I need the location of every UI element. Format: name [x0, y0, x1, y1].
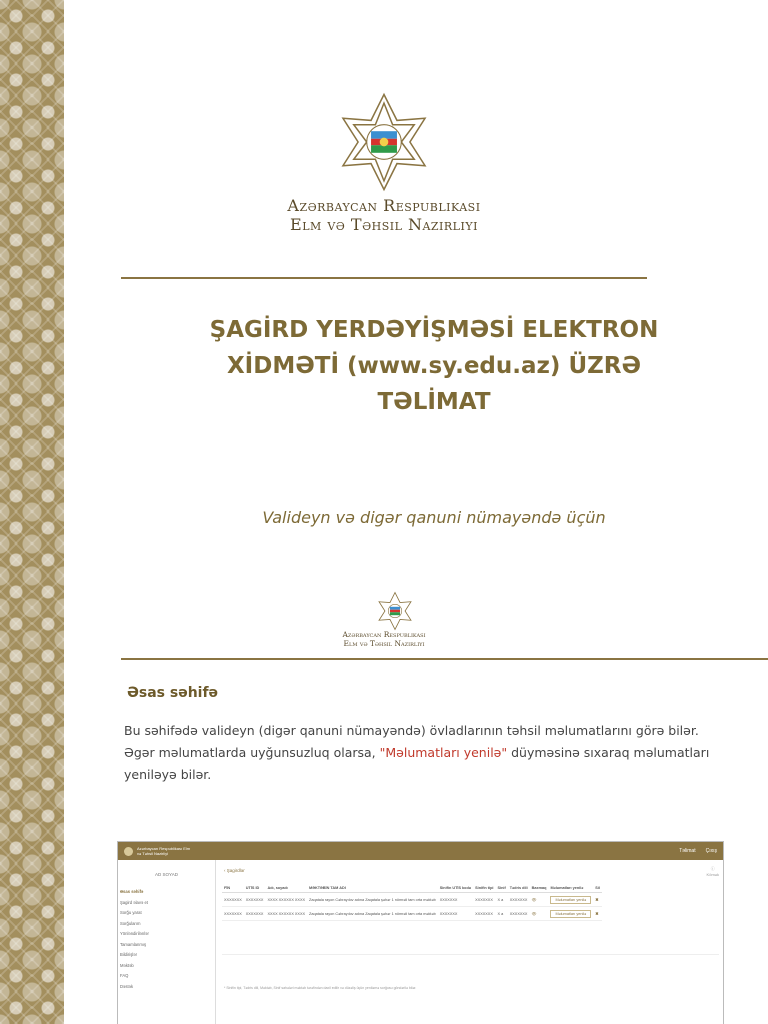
- sidebar-item-add-student[interactable]: Şagird əlavə et: [120, 899, 148, 905]
- title-line-1: ŞAGİRD YERDƏYİŞMƏSİ ELEKTRON: [209, 317, 659, 343]
- ornament-border: [0, 0, 64, 576]
- cell-school: Zaqatala rayon Cəbrayılov adına Zaqatala şəhər 1 nömrəli tam orta məktəb: [307, 907, 438, 921]
- cell-class: X a: [495, 893, 507, 907]
- col-class-type: Sinifin tipi: [473, 884, 495, 893]
- cell-class-code: XXXXXXX: [438, 907, 473, 921]
- divider: [222, 954, 719, 955]
- ministry-line-1: Azərbaycan Respublikası: [342, 630, 426, 639]
- cell-utis-id: XXXXXXX: [244, 893, 266, 907]
- col-utis-id: UTİS ID: [244, 884, 266, 893]
- divider: [121, 658, 768, 660]
- content-slide: [0, 576, 768, 1024]
- state-emblem-icon: [374, 590, 416, 632]
- col-fin: FİN: [222, 884, 244, 893]
- body-text-end: düyməsinə sıxaraq məlumatları yeniləyə bilər.: [124, 745, 710, 782]
- guide-link[interactable]: Təlimat: [679, 848, 696, 854]
- delete-icon[interactable]: ✖: [593, 907, 602, 921]
- sidebar-item-completed[interactable]: Tamamlanmış: [120, 941, 147, 947]
- sidebar-item-faq[interactable]: FAQ: [120, 973, 129, 978]
- cell-class-type: XXXXXXX: [473, 893, 495, 907]
- sidebar-item-support[interactable]: Dəstək: [120, 983, 134, 989]
- ornament-border: [0, 576, 64, 1024]
- body-text-start: Bu səhifədə valideyn (digər qanuni nümayəndə) övladlarının təhsil məlumatlarını görə bilər. Əgər məlumatlarda uyğunsuzluq olarsa,: [124, 723, 699, 760]
- cell-full-name: XXXX XXXXXX XXXX: [265, 893, 307, 907]
- eye-icon[interactable]: 👁: [530, 893, 549, 907]
- sidebar-item-my-requests[interactable]: Sorğularım: [120, 920, 141, 926]
- table-note: * Sinifin tipi, Tədris dili, Məktəb, Sinif sahələri məktəb tərəfindən daxil edilir və düzəliş üçün yeniləmə sorğusu göndərilə bilər.: [224, 986, 417, 990]
- ministry-name: [200, 630, 568, 648]
- app-screenshot: [117, 841, 724, 1024]
- ministry-line-2: Elm və Təhsil Nazirliyi: [343, 639, 425, 648]
- title-line-3: TƏLİMAT: [377, 389, 491, 415]
- table-header-row: [222, 884, 602, 893]
- page-title: [120, 312, 748, 420]
- cell-school: Zaqatala rayon Cəbrayılov adına Zaqatala şəhər 1 nömrəli tam orta məktəb: [307, 893, 438, 907]
- ministry-line-2: Elm və Təhsil Nazirliyi: [290, 215, 478, 234]
- back-label: Şagirdlər: [226, 868, 245, 873]
- table-row: [222, 893, 602, 907]
- help-icon: ⓘ: [710, 866, 715, 871]
- divider: [121, 277, 647, 279]
- app-sidebar: [118, 860, 216, 1024]
- update-info-button[interactable]: Məlumatları yenilə: [550, 910, 591, 918]
- cell-class-code: XXXXXXX: [438, 893, 473, 907]
- sidebar-item-home[interactable]: Əsas səhifə: [120, 889, 144, 894]
- update-info-button[interactable]: Məlumatları yenilə: [550, 896, 591, 904]
- cell-update: [548, 907, 593, 921]
- state-emblem-icon: [124, 847, 133, 856]
- sidebar-item-notifications[interactable]: Bildirişlər: [120, 952, 137, 957]
- cell-utis-id: XXXXXXX: [244, 907, 266, 921]
- cell-class-type: XXXXXXX: [473, 907, 495, 921]
- page-subtitle: Valideyn və digər qanuni nümayəndə üçün: [262, 508, 606, 527]
- logout-link[interactable]: Çıxış: [705, 848, 717, 854]
- cell-language: XXXXXXX: [508, 893, 530, 907]
- col-class: Sinif: [495, 884, 507, 893]
- sidebar-nav: [118, 887, 215, 992]
- ministry-line-1: Azərbaycan Respublikası: [287, 196, 481, 215]
- sidebar-item-create-request[interactable]: Sorğu yarat: [120, 910, 142, 915]
- delete-icon[interactable]: ✖: [593, 893, 602, 907]
- col-full-name: Adı, soyadı: [265, 884, 307, 893]
- cell-fin: XXXXXXX: [222, 907, 244, 921]
- help-label: Kömək: [706, 872, 719, 877]
- cell-language: XXXXXXX: [508, 907, 530, 921]
- state-emblem-icon: [330, 88, 438, 196]
- col-delete: Sil: [593, 884, 602, 893]
- app-main: [218, 860, 723, 1024]
- col-language: Tədris dili: [508, 884, 530, 893]
- sidebar-item-school[interactable]: Məktəb: [120, 962, 134, 968]
- cell-fin: XXXXXXX: [222, 893, 244, 907]
- cell-update: [548, 893, 593, 907]
- col-view: Baxmaq: [530, 884, 549, 893]
- col-school: MƏKTƏBİN TAM ADI: [307, 884, 438, 893]
- eye-icon[interactable]: 👁: [530, 907, 549, 921]
- cell-full-name: XXXX XXXXXX XXXX: [265, 907, 307, 921]
- help-button[interactable]: [707, 866, 719, 877]
- cell-class: X a: [495, 907, 507, 921]
- body-paragraph: [124, 720, 724, 786]
- sidebar-item-forwarded[interactable]: Yönləndirilənlər: [120, 931, 149, 936]
- title-line-2: XİDMƏTİ (www.sy.edu.az) ÜZRƏ: [226, 353, 642, 379]
- section-heading: Əsas səhifə: [127, 685, 219, 701]
- app-topbar: [118, 842, 723, 860]
- students-table: [222, 884, 602, 921]
- top-links: [679, 848, 717, 854]
- ministry-name: [200, 196, 568, 234]
- back-link[interactable]: [224, 868, 723, 873]
- user-name: AD SOYAD: [155, 872, 178, 877]
- col-class-code: Sinifin UTİS kodu: [438, 884, 473, 893]
- app-brand: Azərbaycan Respublikası Elm və Təhsil Nazirliyi: [137, 846, 191, 856]
- col-update: Məlumatları yenilə: [548, 884, 593, 893]
- table-row: [222, 907, 602, 921]
- body-highlight: "Məlumatları yenilə": [379, 745, 508, 760]
- chevron-left-icon: ‹: [224, 868, 226, 873]
